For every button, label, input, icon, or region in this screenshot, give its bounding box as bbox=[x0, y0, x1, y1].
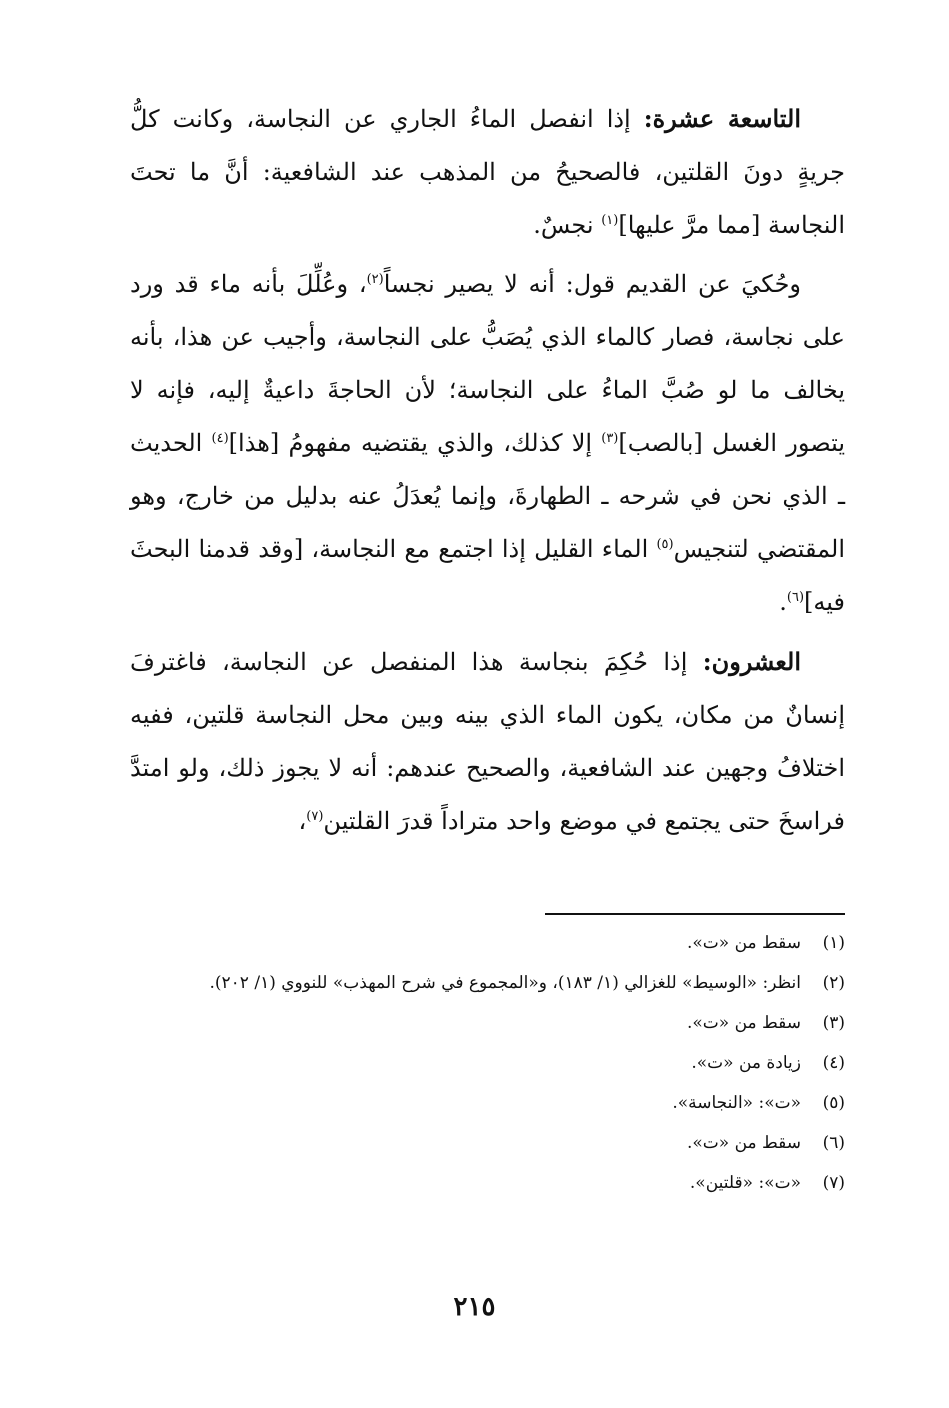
footnote-ref: (٧) bbox=[306, 809, 324, 824]
footnote-text: «ت»: «قلتين». bbox=[689, 1173, 801, 1193]
footnote-number: (٦) bbox=[822, 1133, 845, 1153]
footnote bbox=[130, 968, 845, 998]
paragraph-text: ، وعُلِّلَ بأنه ماء قد ورد على نجاسة، فصار كالماء الذي يُصَبُّ على النجاسة، وأجيب عن هذا، بأنه يخالف ما لو صُبَّ الماءُ على النجاسة؛ لأن الحاجةَ داعيةٌ إليه، فإنه لا يتصور الغسل [بالصب] bbox=[130, 270, 845, 457]
footnote-number: (٣) bbox=[822, 1013, 845, 1033]
main-text bbox=[130, 92, 845, 854]
paragraph-text: الحديث ـ الذي نحن في شرحه ـ الطهارةَ، وإنما يُعدَلُ عنه بدليل من خارج، وهو المقتضي لتنجيس bbox=[130, 429, 845, 563]
footnote-ref: (٤) bbox=[211, 431, 229, 446]
paragraph-text: . bbox=[779, 588, 787, 616]
footnote-number: (٤) bbox=[822, 1053, 845, 1073]
footnote-number: (١) bbox=[822, 933, 845, 953]
footnote-text: سقط من «ت». bbox=[686, 1133, 801, 1153]
paragraph-heading: العشرون: bbox=[702, 647, 801, 676]
paragraph-text: نجسٌ. bbox=[533, 211, 602, 239]
footnote-ref: (١) bbox=[601, 213, 619, 228]
footnotes bbox=[130, 928, 845, 1208]
footnote-ref: (٥) bbox=[656, 537, 674, 552]
footnote-ref: (٢) bbox=[366, 272, 384, 287]
paragraph-text: ، bbox=[298, 807, 307, 835]
paragraph-19 bbox=[130, 92, 845, 252]
footnote-number: (٧) bbox=[822, 1173, 845, 1193]
paragraph-text: إذا حُكِمَ بنجاسة هذا المنفصل عن النجاسة، فاغترفَ إنسانٌ من مكان، يكون الماء الذي بينه وبين محل النجاسة قلتين، ففيه اختلافُ وجهين عند الشافعية، والصحيح عندهم: أنه لا يجوز ذلك، ولو امتدَّ فراسخَ حتى يجتمع في موضع واحد متراداً قدرَ القلتين bbox=[130, 648, 845, 835]
footnote-text: «ت»: «النجاسة». bbox=[672, 1093, 801, 1113]
paragraph-text: وحُكيَ عن القديم قول: أنه لا يصير نجساً bbox=[383, 270, 801, 298]
footnote-text: انظر: «الوسيط» للغزالي (١/ ١٨٣)، و«المجموع في شرح المهذب» للنووي (١/ ٢٠٢). bbox=[209, 973, 801, 993]
footnote-text: سقط من «ت». bbox=[686, 1013, 801, 1033]
footnote bbox=[130, 1168, 845, 1198]
footnote-text: سقط من «ت». bbox=[686, 933, 801, 953]
footnote-number: (٥) bbox=[822, 1093, 845, 1113]
footnote bbox=[130, 1128, 845, 1158]
footnote-number: (٢) bbox=[822, 973, 845, 993]
footnote-ref: (٦) bbox=[786, 590, 805, 605]
footnote-separator bbox=[545, 913, 845, 915]
footnote-text: زيادة من «ت». bbox=[691, 1053, 801, 1073]
footnote bbox=[130, 928, 845, 958]
paragraph-20 bbox=[130, 635, 845, 848]
paragraph-text: الماء القليل إذا اجتمع مع النجاسة، [وقد قدمنا البحثَ فيه] bbox=[130, 535, 845, 616]
footnote bbox=[130, 1088, 845, 1118]
paragraph-heading: التاسعة عشرة: bbox=[643, 104, 801, 133]
paragraph-text: إلا كذلك، والذي يقتضيه مفهومُ [هذا] bbox=[228, 429, 602, 457]
page-number: ٢١٥ bbox=[453, 1292, 496, 1322]
footnote-ref: (٣) bbox=[601, 431, 619, 446]
paragraph-old-opinion bbox=[130, 258, 845, 629]
footnote bbox=[130, 1048, 845, 1078]
footnote bbox=[130, 1008, 845, 1038]
paragraph-text: إذا انفصل الماءُ الجاري عن النجاسة، وكانت كلُّ جريةٍ دونَ القلتين، فالصحيحُ من المذهب عند الشافعية: أنَّ ما تحتَ النجاسة [مما مرَّ عليها] bbox=[130, 105, 845, 239]
